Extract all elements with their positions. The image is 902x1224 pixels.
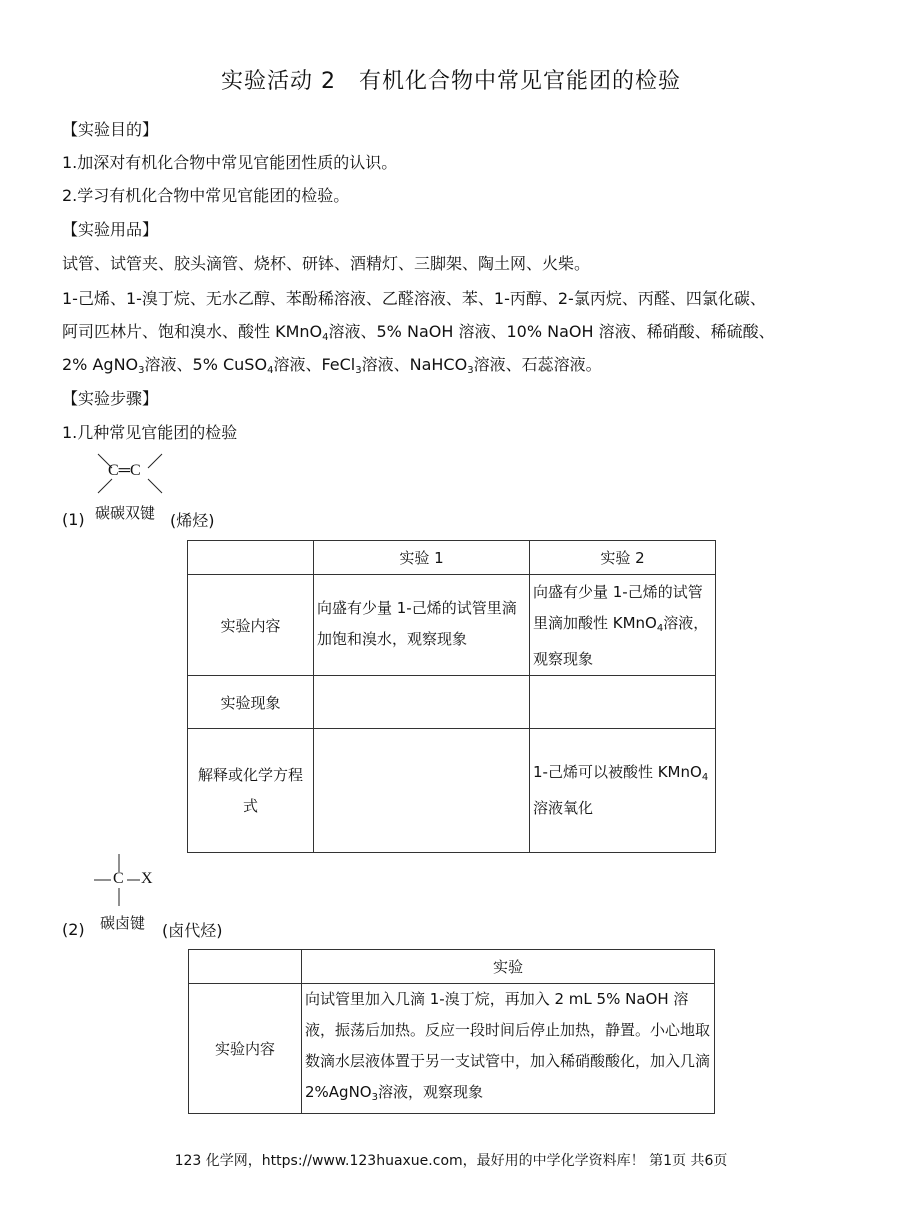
subscript: 4 — [701, 772, 709, 783]
materials-line-4e: 溶液、石蕊溶液。 — [473, 355, 602, 374]
haloalkane-formula-x: X — [141, 870, 153, 887]
table-row — [188, 676, 716, 729]
table-cell — [530, 575, 716, 676]
subscript: 3 — [371, 1092, 378, 1103]
haloalkane-formula-c: C — [113, 870, 124, 887]
table-row-label: 实验内容 — [188, 575, 314, 676]
subscript: 3 — [355, 365, 362, 376]
table-header-empty — [188, 541, 314, 575]
table-cell — [314, 676, 530, 729]
materials-line-4b: 溶液、5% CuSO — [144, 355, 268, 374]
alkene-formula: C═C — [108, 462, 141, 479]
table-cell — [530, 676, 716, 729]
table-row — [189, 984, 715, 1114]
materials-line-4a: 2% AgNO — [62, 355, 139, 374]
alkene-class: (烯烃) — [170, 511, 215, 530]
materials-line-4c: 溶液、FeCl — [273, 355, 356, 374]
table-row-label: 实验内容 — [189, 984, 302, 1114]
table-row-label: 解释或化学方程式 — [188, 729, 314, 853]
table-cell-text: 溶液氧化 — [533, 799, 594, 817]
steps-item-1: 1.几种常见官能团的检验 — [62, 423, 238, 442]
page-footer: 123 化学网，https://www.123huaxue.com，最好用的中学化学资料库！ 第1页 共6页 — [174, 1153, 728, 1169]
table-row — [188, 541, 716, 575]
materials-line-3 — [62, 319, 775, 343]
table-row — [188, 729, 716, 853]
alkene-number: (1) — [62, 510, 85, 529]
purpose-item-1: 1.加深对有机化合物中常见官能团性质的认识。 — [62, 153, 398, 172]
table-cell-text: 向盛有少量 1-己烯的试管里滴加酸性 KMnO — [533, 583, 703, 632]
subscript: 3 — [467, 365, 474, 376]
subscript: 3 — [138, 365, 145, 376]
table-cell-text: 1-己烯可以被酸性 KMnO — [533, 763, 702, 781]
page-title: 实验活动 2 有机化合物中常见官能团的检验 — [221, 69, 681, 94]
table-row — [188, 575, 716, 676]
table-header: 实验 1 — [314, 541, 530, 575]
haloalkane-table — [188, 949, 715, 1114]
table-row-label: 实验现象 — [188, 676, 314, 729]
materials-line-1: 试管、试管夹、胶头滴管、烧杯、研钵、酒精灯、三脚架、陶土网、火柴。 — [62, 254, 591, 273]
table-header: 实验 — [302, 950, 715, 984]
table-cell — [314, 729, 530, 853]
table-cell-text: 向试管里加入几滴 1-溴丁烷，再加入 2 mL 5% NaOH 溶液，振荡后加热。反应一段时间后停止加热，静置。小心地取数滴水层液体置于另一支试管中，加入稀硝酸酸化，加入几滴 2%AgNO — [305, 990, 711, 1101]
haloalkane-class: (卤代烃) — [162, 921, 223, 940]
materials-heading: 【实验用品】 — [62, 220, 159, 239]
haloalkane-label: 碳卤键 — [100, 914, 146, 932]
haloalkane-number: (2) — [62, 920, 85, 939]
alkene-label: 碳碳双键 — [95, 504, 156, 522]
materials-line-4 — [62, 352, 602, 376]
subscript: 4 — [656, 623, 664, 634]
purpose-item-2: 2.学习有机化合物中常见官能团的检验。 — [62, 186, 350, 205]
alkene-table — [187, 540, 716, 853]
table-cell-text: 溶液，观察现象 — [377, 1083, 483, 1101]
table-cell-text: 溶液，观察现象 — [533, 614, 709, 668]
subscript: 4 — [267, 365, 274, 376]
table-cell: 向盛有少量 1-己烯的试管里滴加饱和溴水，观察现象 — [314, 575, 530, 676]
materials-line-3a: 阿司匹林片、饱和溴水、酸性 KMnO — [62, 322, 323, 341]
table-row — [189, 950, 715, 984]
purpose-heading: 【实验目的】 — [62, 120, 159, 139]
materials-line-2: 1-己烯、1-溴丁烷、无水乙醇、苯酚稀溶液、乙醛溶液、苯、1-丙醇、2-氯丙烷、丙醛、四氯化碳、 — [62, 289, 766, 308]
materials-line-3b: 溶液、5% NaOH 溶液、10% NaOH 溶液、稀硝酸、稀硫酸、 — [328, 322, 775, 341]
table-cell — [302, 984, 715, 1114]
table-cell — [530, 729, 716, 853]
materials-line-4d: 溶液、NaHCO — [361, 355, 468, 374]
table-header-empty — [189, 950, 302, 984]
steps-heading: 【实验步骤】 — [62, 389, 159, 408]
subscript: 4 — [322, 332, 329, 343]
table-header: 实验 2 — [530, 541, 716, 575]
